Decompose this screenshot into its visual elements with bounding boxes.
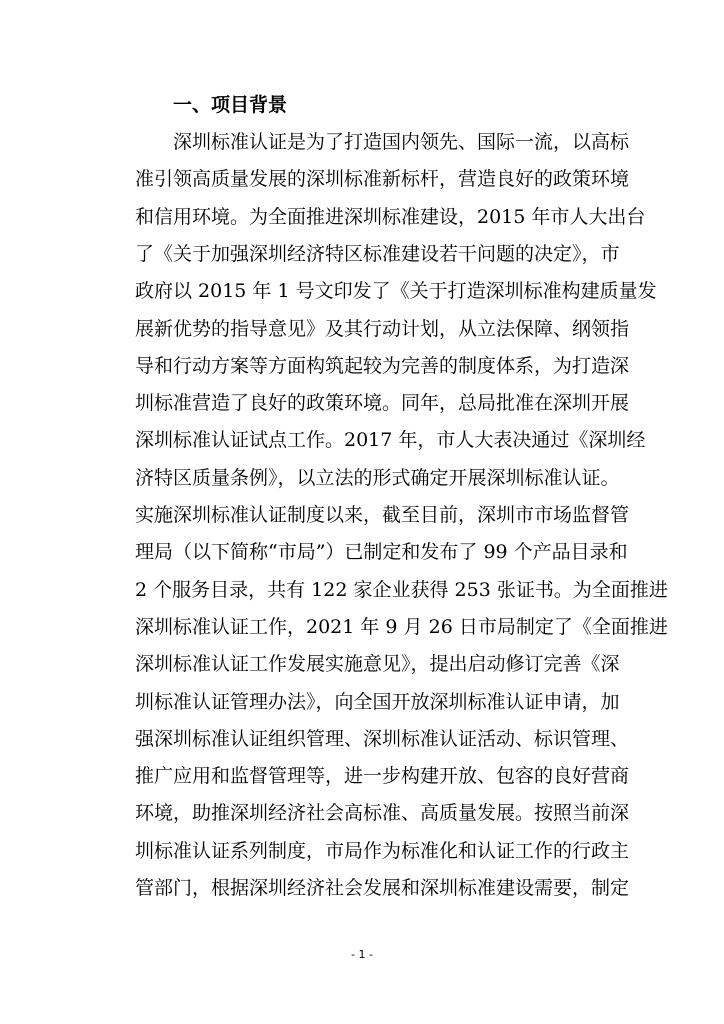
text-line [0,351,724,381]
text-line-content: 管部门，根据深圳经济社会发展和深圳标准建设需要，制定 [135,877,630,899]
text-line-content: 了《关于加强深圳经济特区标准建设若干问题的决定》，市 [135,242,620,265]
text-line [0,202,724,232]
text-line [0,164,724,194]
text-line [0,612,724,642]
text-line-content: 圳标准营造了良好的政策环境。同年，总局批准在深圳开展 [135,392,630,415]
text-line-content: 实施深圳标准认证制度以来，截至目前，深圳市市场监督管 [135,504,630,526]
text-line-content: 2 个服务目录，共有 122 家企业获得 253 张证书。为全面推进 [135,578,668,601]
text-line-content: 导和行动方案等方面构筑起较为完善的制度体系，为打造深 [135,354,630,377]
text-line [0,649,724,679]
text-line [0,276,724,306]
text-line [0,537,724,567]
text-line-content: 深圳标准认证是为了打造国内领先、国际一流，以高标 [173,131,630,153]
text-line-content: 和信用环境。为全面推进深圳标准建设，2015 年市人大出台 [135,205,646,228]
text-line-content: 准引领高质量发展的深圳标准新标杆，营造良好的政策环境 [135,168,630,191]
page-number: - 1 - [351,948,373,961]
text-line-content: 深圳标准认证试点工作。2017 年，市人大表决通过《深圳经 [135,429,646,452]
text-line [0,127,724,157]
text-line-content: 理局（以下简称“市局”）已制定和发布了 99 个产品目录和 [135,541,628,564]
text-line [0,500,724,530]
text-line [0,836,724,866]
text-line-content: 政府以 2015 年 1 号文印发了《关于打造深圳标准构建质量发 [135,280,657,303]
text-line-content: 圳标准认证系列制度，市局作为标准化和认证工作的行政主 [135,839,630,862]
text-line [0,687,724,717]
text-line-content: 圳标准认证管理办法》，向全国开放深圳标准认证申请，加 [135,690,620,713]
text-line-content: 强深圳标准认证组织管理、深圳标准认证活动、标识管理、 [135,727,630,750]
text-line [0,314,724,344]
text-line [0,575,724,605]
text-line [0,724,724,754]
text-line [0,425,724,455]
text-line [0,798,724,828]
text-line [0,463,724,493]
text-line-content: 深圳标准认证工作发展实施意见》，提出启动修订完善《深 [135,653,620,676]
text-line [0,239,724,269]
section-heading: 一、项目背景 [173,94,288,116]
text-line [0,388,724,418]
text-line-content: 推广应用和监督管理等，进一步构建开放、包容的良好营商 [135,765,630,788]
text-line-content: 展新优势的指导意见》及其行动计划，从立法保障、纲领指 [135,317,630,340]
text-line [0,873,724,903]
text-line [0,761,724,791]
text-line-content: 深圳标准认证工作，2021 年 9 月 26 日市局制定了《全面推进 [135,615,668,638]
text-line-content: 环境，助推深圳经济社会高标准、高质量发展。按照当前深 [135,802,630,825]
text-line-content: 济特区质量条例》，以立法的形式确定开展深圳标准认证。 [135,466,620,489]
